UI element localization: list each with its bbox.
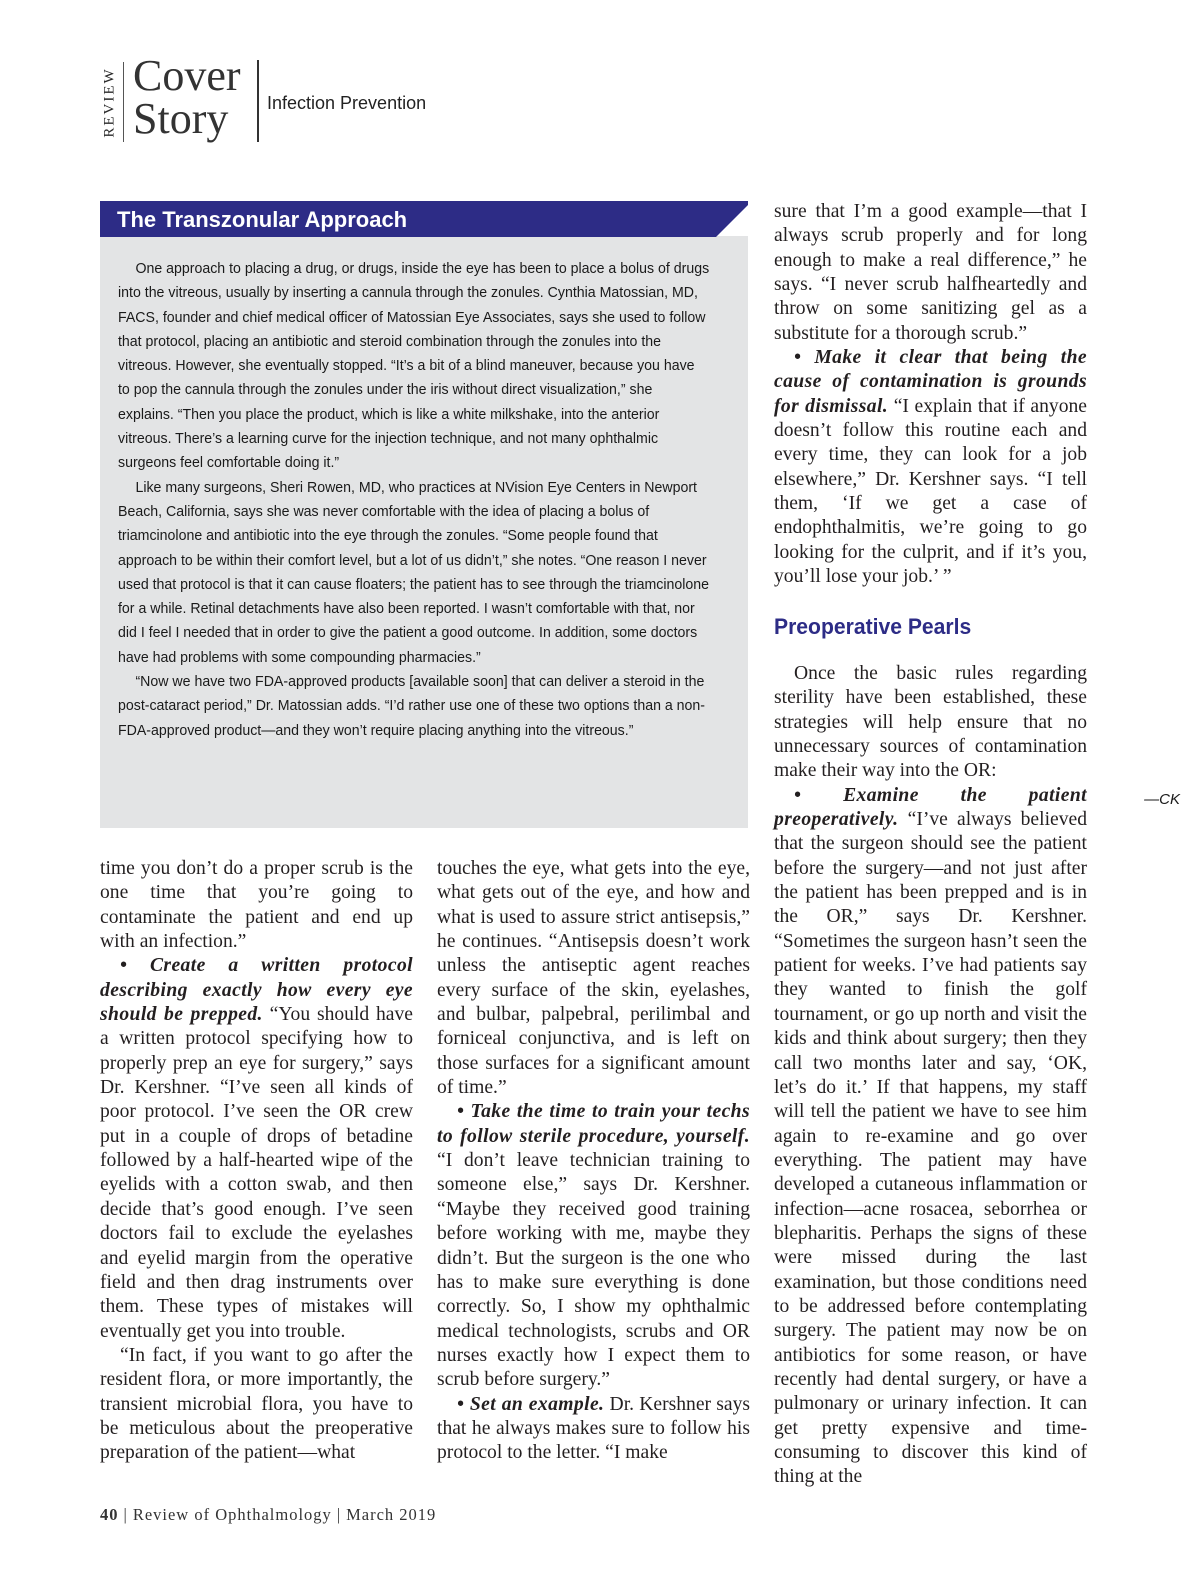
- page-number: 40: [100, 1505, 119, 1524]
- sidebar-paragraph: One approach to placing a drug, or drugs, inside the eye has been to place a bolus of drugs into the vitreous, usually by inserting a cannula through the zonules. Cynthia Matossian, MD, FACS, founder and chief medical officer of Matossian Eye Associates, says she used to follow that protocol, placing an antibiotic and steroid combination through the zonules into the vitreous. However, she eventually stopped. “It’s a bit of a blind maneuver, because you have to pop the cannula through the zonules under the iris without direct visualization,” she explains. “Then you place the product, which is like a white milkshake, into the anterior vitreous. There’s a learning curve for the injection technique, and not many ophthalmic surgeons feel comfortable doing it.”: [118, 261, 710, 472]
- department-title-line2: Story: [133, 94, 229, 143]
- sidebar-title: The Transzonular Approach: [117, 207, 408, 232]
- header-divider: [123, 62, 124, 142]
- sidebar-banner: [100, 201, 748, 237]
- bullet-lead: • Make it clear that being the cause of contamination is grounds for dismissal.: [774, 347, 1087, 417]
- body-paragraph: sure that I’m a good example—that I always scrub properly and for long enough to make a real difference,” he says. “I never scrub halfheartedly and throw on some sanitizing gel as a substitute for a thorough scrub.”: [774, 201, 1087, 344]
- magazine-tag: [98, 62, 122, 142]
- bullet-lead: • Examine the patient preoperatively.: [774, 784, 1087, 831]
- issue-date: March 2019: [346, 1505, 437, 1524]
- bullet-text: “I’ve always believed that the surgeon should see the patient before the surgery—and not just after the patient has been prepped and is in the OR,” says Dr. Kershner. “Sometimes the surgeon hasn’t seen the patient for weeks. I’ve had patients say they wanted to finish the golf tournament, or go up north and visit the kids and think about surgery; then they call two months later and say, ‘OK, let’s do it.’ If that happens, my staff will tell the patient we have to see him again to re-examine and go over everything. The patient may have developed a cutaneous inflammation or infection—acne rosacea, seborrhea or blepharitis. Perhaps the signs of these were missed during the last examination, but those conditions need to be addressed before contemplating surgery. The patient may now be on antibiotics for some reason, or have recently had dental surgery, or have a pulmonary or urinary infection. It can get pretty expensive and time-consuming to discover this kind of thing at the: [774, 809, 1087, 1488]
- bullet-paragraph: [774, 346, 1087, 589]
- subheading: Preoperative Pearls: [774, 614, 972, 639]
- sidebar-signature: —CK: [1144, 791, 1180, 808]
- article-column-3: [774, 200, 1087, 590]
- bullet-paragraph: [437, 1393, 750, 1466]
- bullet-text: Dr. Kershner says that he always makes sure to follow his protocol to the letter. “I make: [437, 1393, 750, 1464]
- sidebar-paragraph: “Now we have two FDA-approved products [available soon] that can deliver a steroid in the post-cataract period,” Dr. Matossian adds. “I’d rather use one of these two options than a non-FDA-approved product—and they won’t require placing anything into the vitreous.”: [118, 674, 706, 739]
- body-paragraph: time you don’t do a proper scrub is the one time that you’re going to contaminate the patient and end up with an infection.”: [100, 858, 413, 953]
- bullet-paragraph: [774, 784, 1087, 1490]
- department-title-line1: Cover: [133, 51, 241, 100]
- bullet-text: “You should have a written protocol specifying how to properly prep an eye for surgery,” says Dr. Kershner. “I’ve seen all kinds of poor protocol. I’ve seen the OR crew put in a couple of drops of betadine followed by a half-hearted wipe of the eyelids with a cotton swab, and then decide that’s good enough. I’ve seen doctors fail to exclude the eyelashes and eyelid margin from the operative field and then drag instruments over them. These types of mistakes will eventually get you into trouble.: [100, 1004, 413, 1342]
- article-column-3-continued: [774, 662, 1087, 1490]
- body-paragraph: “In fact, if you want to go after the resident flora, or more importantly, the transient microbial flora, you have to be meticulous about the preoperative preparation of the patient—what: [100, 1344, 413, 1464]
- bullet-text: “I don’t leave technician training to someone else,” says Dr. Kershner. “Maybe they received good training before working with me, maybe they didn’t. But the surgeon is the one who has to make sure everything is done correctly. So, I show my ophthalmic medical technologists, scrubs and OR nurses exactly how I expect them to scrub before surgery.”: [437, 1150, 750, 1391]
- article-column-1: [100, 857, 413, 1466]
- department-title: [133, 51, 241, 143]
- bullet-lead: • Set an example.: [457, 1393, 605, 1415]
- footer-separator: |: [123, 1505, 128, 1524]
- sidebar-body: [118, 257, 710, 743]
- bullet-lead: • Take the time to train your techs to follow sterile procedure, yourself.: [437, 1101, 750, 1147]
- publication-name: Review of Ophthalmology: [132, 1505, 332, 1524]
- bullet-paragraph: [437, 1100, 750, 1392]
- magazine-tag-text: REVIEW: [101, 66, 118, 138]
- sidebar-paragraph: Like many surgeons, Sheri Rowen, MD, who practices at NVision Eye Centers in Newport Beach, California, says she was never comfortable with the idea of placing a bolus of triamcinolone and antibiotic into the eye through the zonules. “Some people found that approach to be within their comfort level, but a lot of us didn’t,” she notes. “One reason I never used that protocol is that it can cause floaters; the patient has to see through the triamcinolone for a while. Retinal detachments have also been reported. I wasn’t comfortable with that, nor did I feel I needed that in order to give the patient a good outcome. In addition, some doctors have had problems with some compounding pharmacies.”: [118, 479, 709, 666]
- body-paragraph: Once the basic rules regarding sterility have been established, these strategies will help ensure that no unnecessary sources of contamination make their way into the OR:: [774, 663, 1087, 782]
- footer-separator: |: [336, 1505, 342, 1524]
- page-footer: [100, 1505, 436, 1525]
- header-divider-2: [257, 60, 259, 142]
- body-paragraph: touches the eye, what gets into the eye, what gets out of the eye, and how and what is used to assure strict antisepsis,” he continues. “Antisepsis doesn’t work unless the antiseptic agent reaches every surface of the skin, eyelashes, and bulbar, palpebral, perilimbal and forniceal conjunctiva, and is left on those surfaces for a significant amount of time.”: [437, 858, 750, 1099]
- article-column-2: [437, 857, 750, 1466]
- bullet-lead: • Create a written protocol describing exactly how every eye should be prepped.: [100, 955, 413, 1026]
- section-label: Infection Prevention: [267, 93, 427, 113]
- bullet-text: “I explain that if anyone doesn’t follow this routine each and every time, they can look for a job elsewhere,” Dr. Kershner says. “I tell them, ‘If we get a case of endophthalmitis, we’re going to go looking for the culprit, and if it’s you, you’ll lose your job.’ ”: [774, 395, 1087, 588]
- bullet-paragraph: [100, 954, 413, 1344]
